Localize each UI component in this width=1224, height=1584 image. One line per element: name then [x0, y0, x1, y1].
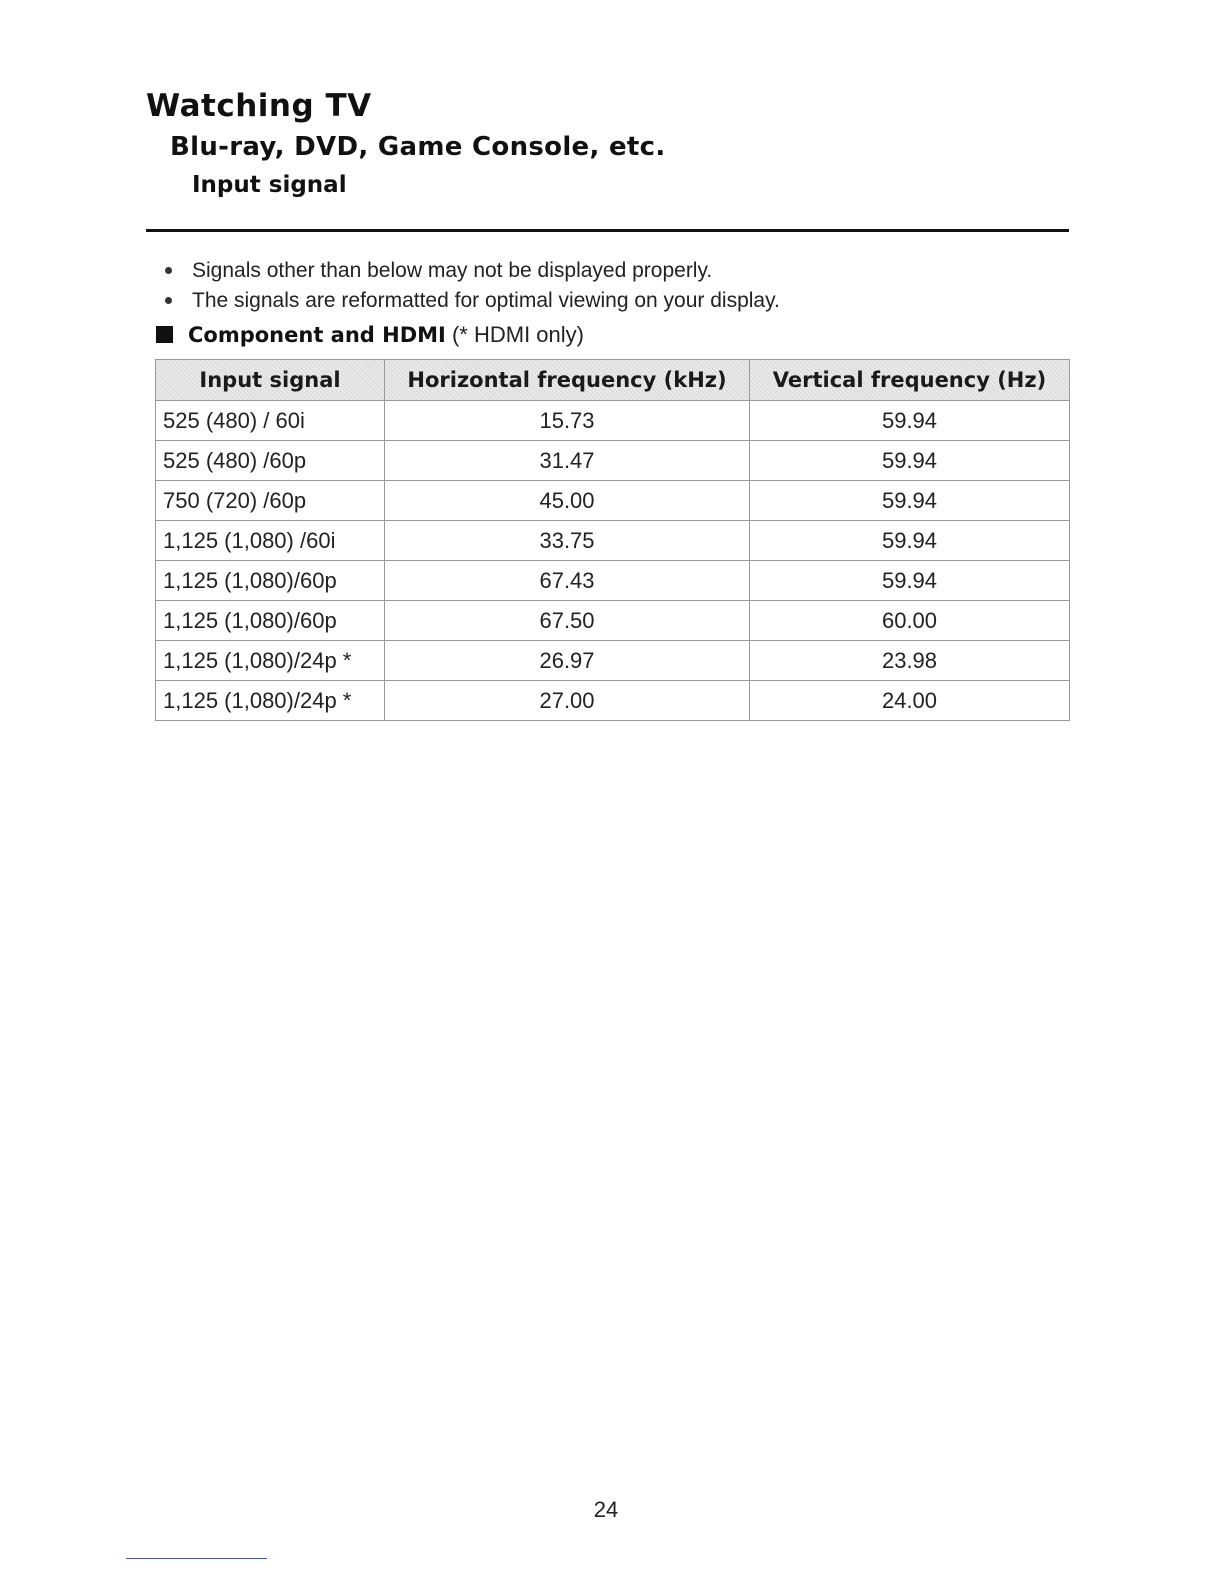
page-title: Watching TV — [146, 88, 372, 124]
cell-input-signal: 1,125 (1,080)/24p * — [156, 681, 385, 721]
cell-input-signal: 1,125 (1,080) /60i — [156, 521, 385, 561]
table-row — [156, 561, 1070, 601]
note-text: Signals other than below may not be displayed properly. — [192, 259, 713, 282]
column-header-horizontal-frequency: Horizontal frequency (kHz) — [385, 360, 750, 401]
cell-vertical-frequency: 23.98 — [750, 641, 1070, 681]
column-header-input-signal: Input signal — [156, 360, 385, 401]
subsection-title: Component and HDMI — [188, 323, 446, 347]
cell-vertical-frequency: 24.00 — [750, 681, 1070, 721]
table-row — [156, 641, 1070, 681]
footer-divider — [126, 1558, 267, 1559]
table-row — [156, 601, 1070, 641]
table-row — [156, 521, 1070, 561]
bullet-icon — [165, 267, 172, 274]
cell-input-signal: 525 (480) / 60i — [156, 401, 385, 441]
title-divider — [146, 229, 1069, 232]
input-signal-table — [155, 359, 1070, 721]
cell-input-signal: 1,125 (1,080)/24p * — [156, 641, 385, 681]
table-row — [156, 481, 1070, 521]
table-row — [156, 401, 1070, 441]
cell-horizontal-frequency: 15.73 — [385, 401, 750, 441]
cell-horizontal-frequency: 33.75 — [385, 521, 750, 561]
cell-vertical-frequency: 59.94 — [750, 401, 1070, 441]
list-item — [160, 256, 780, 286]
cell-horizontal-frequency: 67.43 — [385, 561, 750, 601]
table-header-row — [156, 360, 1070, 401]
cell-input-signal: 525 (480) /60p — [156, 441, 385, 481]
subsection-note: (* HDMI only) — [451, 322, 584, 347]
table-row — [156, 681, 1070, 721]
cell-input-signal: 1,125 (1,080)/60p — [156, 601, 385, 641]
column-header-vertical-frequency: Vertical frequency (Hz) — [750, 360, 1070, 401]
cell-horizontal-frequency: 67.50 — [385, 601, 750, 641]
section-title: Input signal — [192, 172, 347, 198]
cell-vertical-frequency: 59.94 — [750, 521, 1070, 561]
table-row — [156, 441, 1070, 481]
cell-horizontal-frequency: 27.00 — [385, 681, 750, 721]
page-subtitle: Blu-ray, DVD, Game Console, etc. — [170, 132, 666, 162]
cell-vertical-frequency: 59.94 — [750, 441, 1070, 481]
cell-input-signal: 1,125 (1,080)/60p — [156, 561, 385, 601]
cell-horizontal-frequency: 31.47 — [385, 441, 750, 481]
cell-input-signal: 750 (720) /60p — [156, 481, 385, 521]
notes-list — [160, 256, 780, 316]
page-number: 24 — [593, 1497, 619, 1522]
cell-vertical-frequency: 60.00 — [750, 601, 1070, 641]
list-item — [160, 286, 780, 316]
cell-horizontal-frequency: 26.97 — [385, 641, 750, 681]
cell-vertical-frequency: 59.94 — [750, 481, 1070, 521]
subsection-heading — [156, 322, 584, 348]
cell-vertical-frequency: 59.94 — [750, 561, 1070, 601]
cell-horizontal-frequency: 45.00 — [385, 481, 750, 521]
note-text: The signals are reformatted for optimal viewing on your display. — [192, 289, 780, 312]
square-bullet-icon — [156, 326, 173, 343]
bullet-icon — [165, 297, 172, 304]
